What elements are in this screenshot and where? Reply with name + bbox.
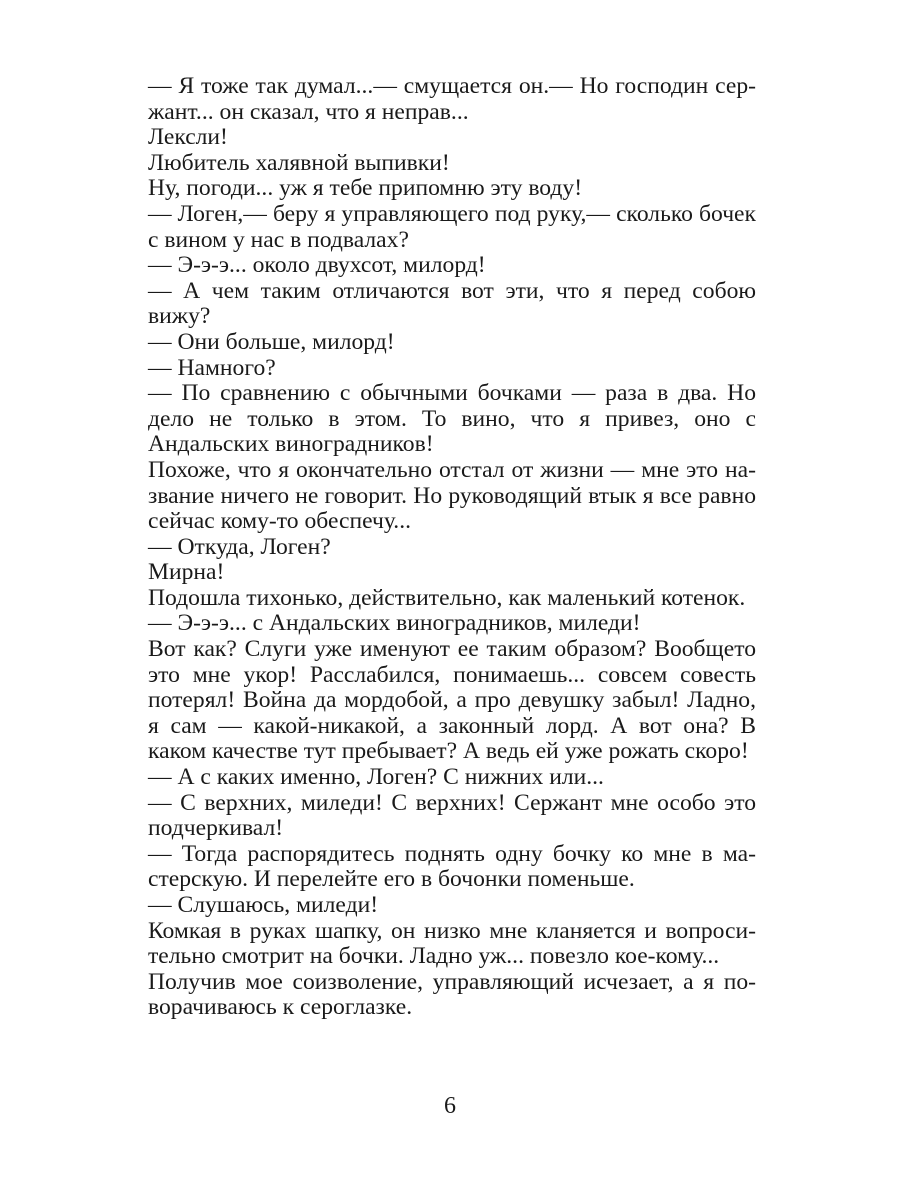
body-text <box>148 74 756 1021</box>
paragraph: — Они больше, милорд! <box>148 328 395 355</box>
paragraph: — А чем таким отличаются вот эти, что я перед собою вижу? <box>148 277 756 330</box>
paragraph: — А с каких именно, Логен? С нижних или... <box>148 764 604 791</box>
paragraph: Похоже, что я окончательно отстал от жизни — мне это название ничего не говорит. Но руководящий втык я все равно сейчас кому-то обеспечу... <box>148 456 756 535</box>
paragraph: — Э-э-э... около двухсот, милорд! <box>148 252 486 279</box>
paragraph: Лексли! <box>148 124 228 151</box>
paragraph: Мирна! <box>148 559 225 586</box>
paragraph: Любитель халявной выпивки! <box>148 149 450 176</box>
paragraph: — Откуда, Логен? <box>148 533 331 560</box>
paragraph: — По сравнению с обычными бочками — раза в два. Но дело не только в этом. То вино, что я привез, оно с Андальских виноградников! <box>148 380 756 458</box>
paragraph: Получив мое соизволение, управляющий исчезает, а я поворачиваюсь к сероглазке. <box>148 968 756 1021</box>
page-number: 6 <box>444 1093 456 1119</box>
paragraph: Комкая в руках шапку, он низко мне кланяется и вопросительно смотрит на бочки. Ладно уж... повезло кое-кому... <box>148 917 756 970</box>
paragraph: — Я тоже так думал...— смущается он.— Но господин сержант... он сказал, что я неправ... <box>148 73 756 125</box>
paragraph: — Тогда распорядитесь поднять одну бочку ко мне в мастерскую. И перелейте его в бочонки поменьше. <box>148 840 756 893</box>
paragraph: — Э-э-э... с Андальских виноградников, миледи! <box>148 610 641 637</box>
paragraph: — Логен,— беру я управляющего под руку,— сколько бочек с вином у нас в подвалах? <box>148 200 756 253</box>
paragraph: Ну, погоди... уж я тебе припомню эту воду! <box>148 175 583 202</box>
paragraph: Вот как? Слуги уже именуют ее таким образом? Вообщето это мне укор! Расслабился, понимаешь... совсем совесть потерял! Война да мордобой, а про девушку забыл! Ладно, я сам — какой-никакой, а законный лорд. А вот она? В каком качестве тут пребывает? А ведь ей уже рожать скоро! <box>148 636 756 765</box>
paragraph: — С верхних, миледи! С верхних! Сержант мне особо это подчеркивал! <box>148 789 756 842</box>
paragraph: — Слушаюсь, миледи! <box>148 892 379 918</box>
paragraph: — Намного? <box>148 354 276 381</box>
paragraph: Подошла тихонько, действительно, как маленький котенок. <box>148 584 746 611</box>
